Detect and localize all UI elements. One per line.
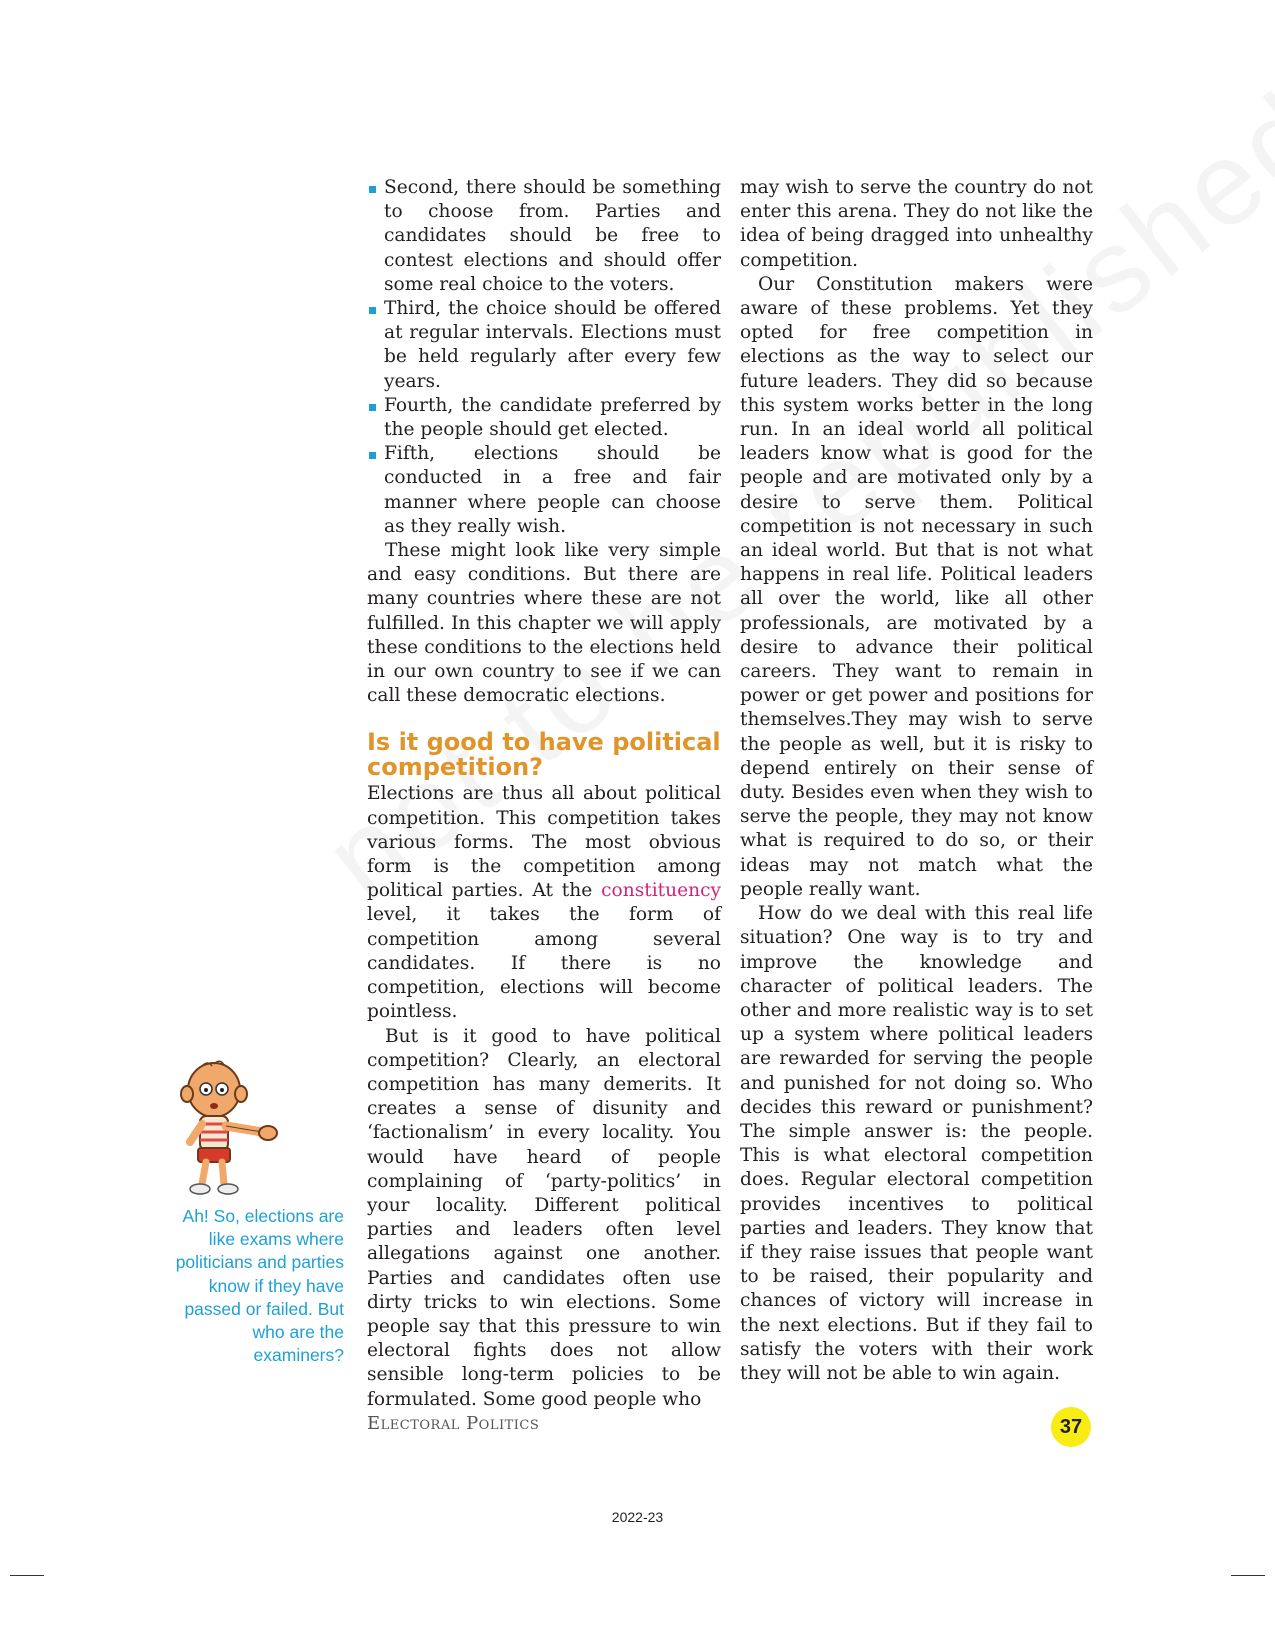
crop-mark: [1231, 1575, 1265, 1576]
bullet-item: Third, the choice should be offered at regular intervals. Elections must be held regularly after every few years.: [367, 297, 721, 394]
glossary-term: constituency: [601, 880, 721, 902]
bullet-item: Fifth, elections should be conducted in a free and fair manner where people can choose as they really wish.: [367, 442, 721, 539]
paragraph-text: level, it takes the form of competition among several candidates. If there is no competition, elections will become pointless.: [367, 904, 721, 1023]
left-column: [367, 176, 721, 1412]
paragraph-text: Elections are thus all about political competition. This competition takes various forms. The most obvious form is the competition among political parties. At the: [367, 783, 721, 902]
running-footer: Electoral Politics: [367, 1413, 540, 1434]
paragraph: Our Constitution makers were aware of these problems. Yet they opted for free competition in elections as the way to select our future leaders. They did so because this system works better in the long run. In an ideal world all political leaders know what is good for the people and are motivated only by a desire to serve them. Political competition is not necessary in such an ideal world. But that is not what happens in real life. Political leaders all over the world, like all other professionals, are motivated by a desire to advance their political careers. They want to remain in power or get power and positions for themselves.They may wish to serve the people as well, but it is risky to depend entirely on their sense of duty. Besides even when they wish to serve the people, they may not know what is required to do so, or their ideas may not match what the people really want.: [740, 273, 1093, 900]
paragraph: These might look like very simple and easy conditions. But there are many countries where these are not fulfilled. In this chapter we will apply these conditions to the elections held in our own country to see if we can call these democratic elections.: [367, 540, 721, 707]
crop-mark: [10, 1575, 44, 1576]
bullet-item: Fourth, the candidate preferred by the people should get elected.: [367, 394, 721, 442]
sidebar-note: Ah! So, elections are like exams where politicians and parties know if they have passed or failed. But who are the examiners?: [175, 1206, 344, 1366]
paragraph: [367, 782, 721, 1024]
paragraph: How do we deal with this real life situation? One way is to try and improve the knowledge and character of political leaders. The other and more realistic way is to set up a system where political leaders are rewarded for serving the people and punished for not doing so. Who decides this reward or punishment? The simple answer is: the people. This is what electoral competition does. Regular electoral competition provides incentives to political parties and leaders. They know that if they raise issues that people want to be raised, their popularity and chances of victory will increase in the next elections. But if they fail to satisfy the voters with their work they will not be able to win again.: [740, 903, 1093, 1384]
section-heading: Is it good to have political competition?: [367, 728, 721, 782]
edition-year: 2022-23: [611, 1509, 664, 1525]
paragraph: But is it good to have political competition? Clearly, an electoral competition has many demerits. It creates a sense of disunity and ‘factionalism’ in every locality. You would have heard of people complaining of ‘party-politics’ in your locality. Different political parties and leaders often level allegations against one another. Parties and candidates often use dirty tricks to win elections. Some people say that this pressure to win electoral fights does not allow sensible long-term policies to be formulated. Some good people who: [367, 1025, 721, 1410]
cartoon-boy-icon: [172, 1052, 292, 1202]
bullet-item: Second, there should be something to choose from. Parties and candidates should be free to contest elections and should offer some real choice to the voters.: [367, 176, 721, 297]
right-column: [740, 176, 1093, 1386]
page-number: 37: [1051, 1407, 1091, 1447]
paragraph: may wish to serve the country do not enter this arena. They do not like the idea of being dragged into unhealthy competition.: [740, 177, 1093, 271]
